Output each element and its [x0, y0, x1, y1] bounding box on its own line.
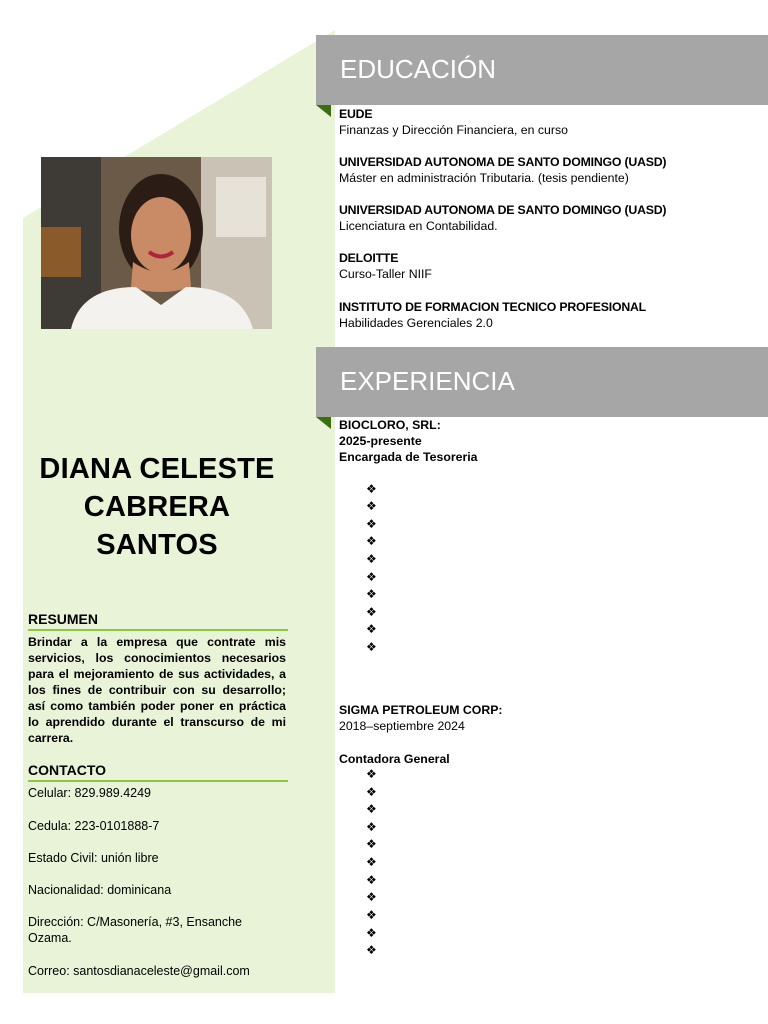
contact-celular: Celular: 829.989.4249: [28, 786, 152, 800]
bullet-icon: ❖: [366, 926, 377, 940]
banner-corner: [316, 417, 331, 429]
bullet-icon: ❖: [366, 890, 377, 904]
bullet-icon: ❖: [366, 570, 377, 584]
bullet-icon: ❖: [366, 640, 377, 654]
education-entry: [339, 299, 759, 331]
education-detail: Habilidades Gerenciales 2.0: [339, 316, 493, 330]
full-name: [26, 450, 288, 564]
education-entry: [339, 250, 759, 282]
bullet-icon: ❖: [366, 837, 377, 851]
resumen-text: Brindar a la empresa que contrate mis servicios, los conocimientos necesarios para el mejoramiento de sus actividades, a los fines de contribuir con su desarrollo; así como también poder poner en práctica lo aprendido durante el transcurso de mi carrera.: [28, 635, 286, 745]
bullet-icon: ❖: [366, 482, 377, 496]
bullet-icon: ❖: [366, 534, 377, 548]
education-detail: Máster en administración Tributaria. (tesis pendiente): [339, 171, 629, 185]
educacion-banner: [316, 35, 768, 105]
job-role: Contadora General: [339, 752, 450, 766]
education-entry: [339, 202, 759, 234]
profile-photo: [41, 157, 272, 329]
bullet-icon: ❖: [366, 908, 377, 922]
education-org: UNIVERSIDAD AUTONOMA DE SANTO DOMINGO (UASD): [339, 203, 667, 217]
job-entry-sigma: [339, 702, 759, 734]
bullet-icon: ❖: [366, 785, 377, 799]
contacto-heading: CONTACTO: [28, 762, 288, 782]
contact-nacionalidad: Nacionalidad: dominicana: [28, 883, 172, 897]
bullet-icon: ❖: [366, 622, 377, 636]
name-line-3: SANTOS: [96, 529, 218, 561]
resumen-heading: RESUMEN: [28, 611, 288, 631]
bullet-icon: ❖: [366, 587, 377, 601]
bullet-icon: ❖: [366, 552, 377, 566]
bullet-icon: ❖: [366, 605, 377, 619]
experiencia-banner: [316, 347, 768, 417]
education-detail: Finanzas y Dirección Financiera, en curso: [339, 123, 568, 137]
education-org: EUDE: [339, 107, 373, 121]
education-org: UNIVERSIDAD AUTONOMA DE SANTO DOMINGO (UASD): [339, 155, 667, 169]
education-org: DELOITTE: [339, 251, 399, 265]
education-org: INSTITUTO DE FORMACION TECNICO PROFESIONAL: [339, 300, 646, 314]
education-detail: Curso-Taller NIIF: [339, 267, 432, 281]
bullet-icon: ❖: [366, 802, 377, 816]
bullet-icon: ❖: [366, 767, 377, 781]
education-entry: [339, 106, 759, 138]
job-company: SIGMA PETROLEUM CORP:: [339, 703, 503, 717]
bullet-icon: ❖: [366, 855, 377, 869]
bullet-icon: ❖: [366, 517, 377, 531]
job-company: BIOCLORO, SRL:: [339, 418, 441, 432]
bullet-icon: ❖: [366, 943, 377, 957]
bullet-icon: ❖: [366, 499, 377, 513]
bullet-icon: ❖: [366, 873, 377, 887]
name-line-1: DIANA CELESTE: [39, 453, 275, 485]
name-line-2: CABRERA: [83, 491, 231, 523]
contact-cedula: Cedula: 223-0101888-7: [28, 819, 160, 833]
educacion-heading: EDUCACIÓN: [340, 54, 497, 84]
job-role: Encargada de Tesoreria: [339, 450, 478, 464]
job-period: 2025-presente: [339, 434, 422, 448]
bullet-icon: ❖: [366, 820, 377, 834]
contact-direccion: Dirección: C/Masonería, #3, Ensanche Ozama.: [28, 915, 242, 945]
job-period: 2018–septiembre 2024: [339, 719, 465, 733]
contact-estado-civil: Estado Civil: unión libre: [28, 851, 159, 865]
contact-correo: Correo: santosdianaceleste@gmail.com: [28, 964, 250, 978]
banner-corner: [316, 105, 331, 117]
education-detail: Licenciatura en Contabilidad.: [339, 219, 498, 233]
experiencia-heading: EXPERIENCIA: [340, 366, 515, 396]
education-entry: [339, 154, 759, 186]
job-entry-biocloro: [339, 417, 759, 465]
